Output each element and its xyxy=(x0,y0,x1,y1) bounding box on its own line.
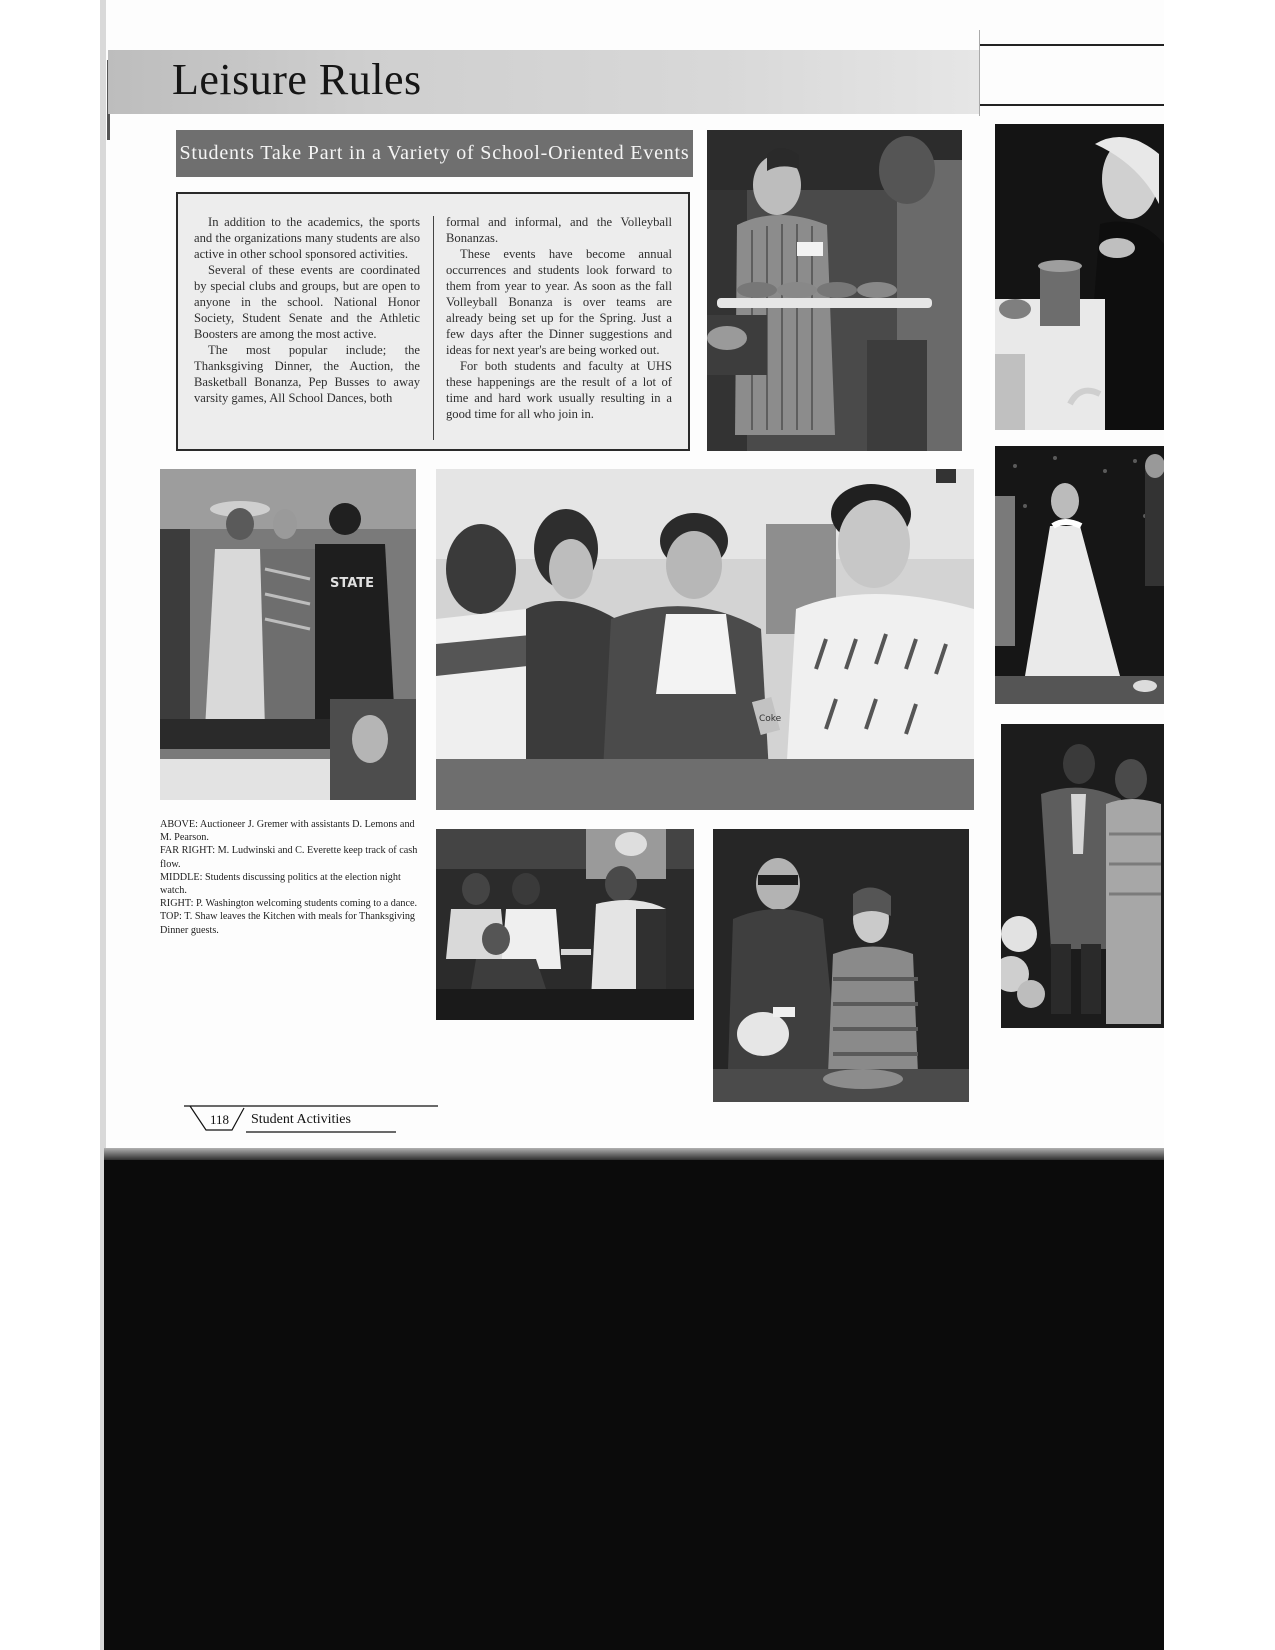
photo-election-night xyxy=(436,469,974,810)
article-column-1 xyxy=(194,214,420,406)
photo-greeting xyxy=(1001,724,1164,1028)
column-divider xyxy=(433,216,434,440)
photo-dance-woman-image xyxy=(995,124,1164,430)
scan-background xyxy=(104,1160,1164,1650)
article-paragraph: Several of these events are coordinated by special clubs and groups, but are open to anyone in the school. National Honor Society, Student Senate and the Athletic Boosters are among the most active. xyxy=(194,263,420,341)
caption-right: RIGHT: P. Washington welcoming students coming to a dance. xyxy=(160,898,418,910)
cup-text: Coke xyxy=(759,714,782,724)
article-paragraph: The most popular include; the Thanksgiving Dinner, the Auction, the Basketball Bonanza, Pep Busses to away varsity games, All School Dances, both xyxy=(194,343,420,405)
photo-group-table-image xyxy=(436,829,694,1020)
caption-middle: MIDDLE: Students discussing politics at the election night watch. xyxy=(160,871,401,897)
article-paragraph: In addition to the academics, the sports and the organizations many students are also active in other school sponsored activities. xyxy=(194,215,420,261)
photo-election-night-image xyxy=(436,469,974,810)
photo-thanksgiving-tray xyxy=(707,130,962,451)
caption-far-right: FAR RIGHT: M. Ludwinski and C. Everette keep track of cash flow. xyxy=(160,845,418,870)
photo-auction xyxy=(160,469,416,800)
caption-above: ABOVE: Auctioneer J. Gremer with assistants D. Lemons and M. Pearson. xyxy=(160,819,415,844)
article-paragraph: formal and informal, and the Volleyball Bonanzas. xyxy=(446,215,672,245)
page-number: 118 xyxy=(210,1112,230,1127)
article-box xyxy=(176,192,690,451)
sweatshirt-text: STATE xyxy=(330,576,375,591)
photo-dance-woman xyxy=(995,124,1164,430)
photo-cash-flow xyxy=(713,829,969,1102)
fold-line xyxy=(979,30,980,116)
subtitle-banner: Students Take Part in a Variety of School-Oriented Events xyxy=(176,130,693,177)
article-paragraph: These events have become annual occurrences and students look forward to them from year to year. As soon as the fall Volleyball Bonanza is over teams are already being set up for the Spring. Just a few days after the Dinner suggestions and ideas for next year's are being worked out. xyxy=(446,247,672,357)
photo-thanksgiving-tray-image xyxy=(707,130,962,451)
photo-dance-gown xyxy=(995,446,1164,704)
photo-group-table xyxy=(436,829,694,1020)
header-rule-bottom xyxy=(980,104,1164,106)
photo-captions xyxy=(160,818,418,937)
photo-dance-gown-image xyxy=(995,446,1164,704)
article-paragraph: For both students and faculty at UHS these happenings are the result of a lot of time and hard work usually resulting in a good time for all who join in. xyxy=(446,359,672,421)
section-label: Student Activities xyxy=(251,1112,351,1127)
header-rule-top xyxy=(980,44,1164,46)
photo-cash-flow-image xyxy=(713,829,969,1102)
photo-auction-image xyxy=(160,469,416,800)
caption-top: TOP: T. Shaw leaves the Kitchen with meals for Thanksgiving Dinner guests. xyxy=(160,911,416,936)
page-title: Leisure Rules xyxy=(172,55,422,104)
article-column-2 xyxy=(446,214,672,422)
photo-greeting-image xyxy=(1001,724,1164,1028)
